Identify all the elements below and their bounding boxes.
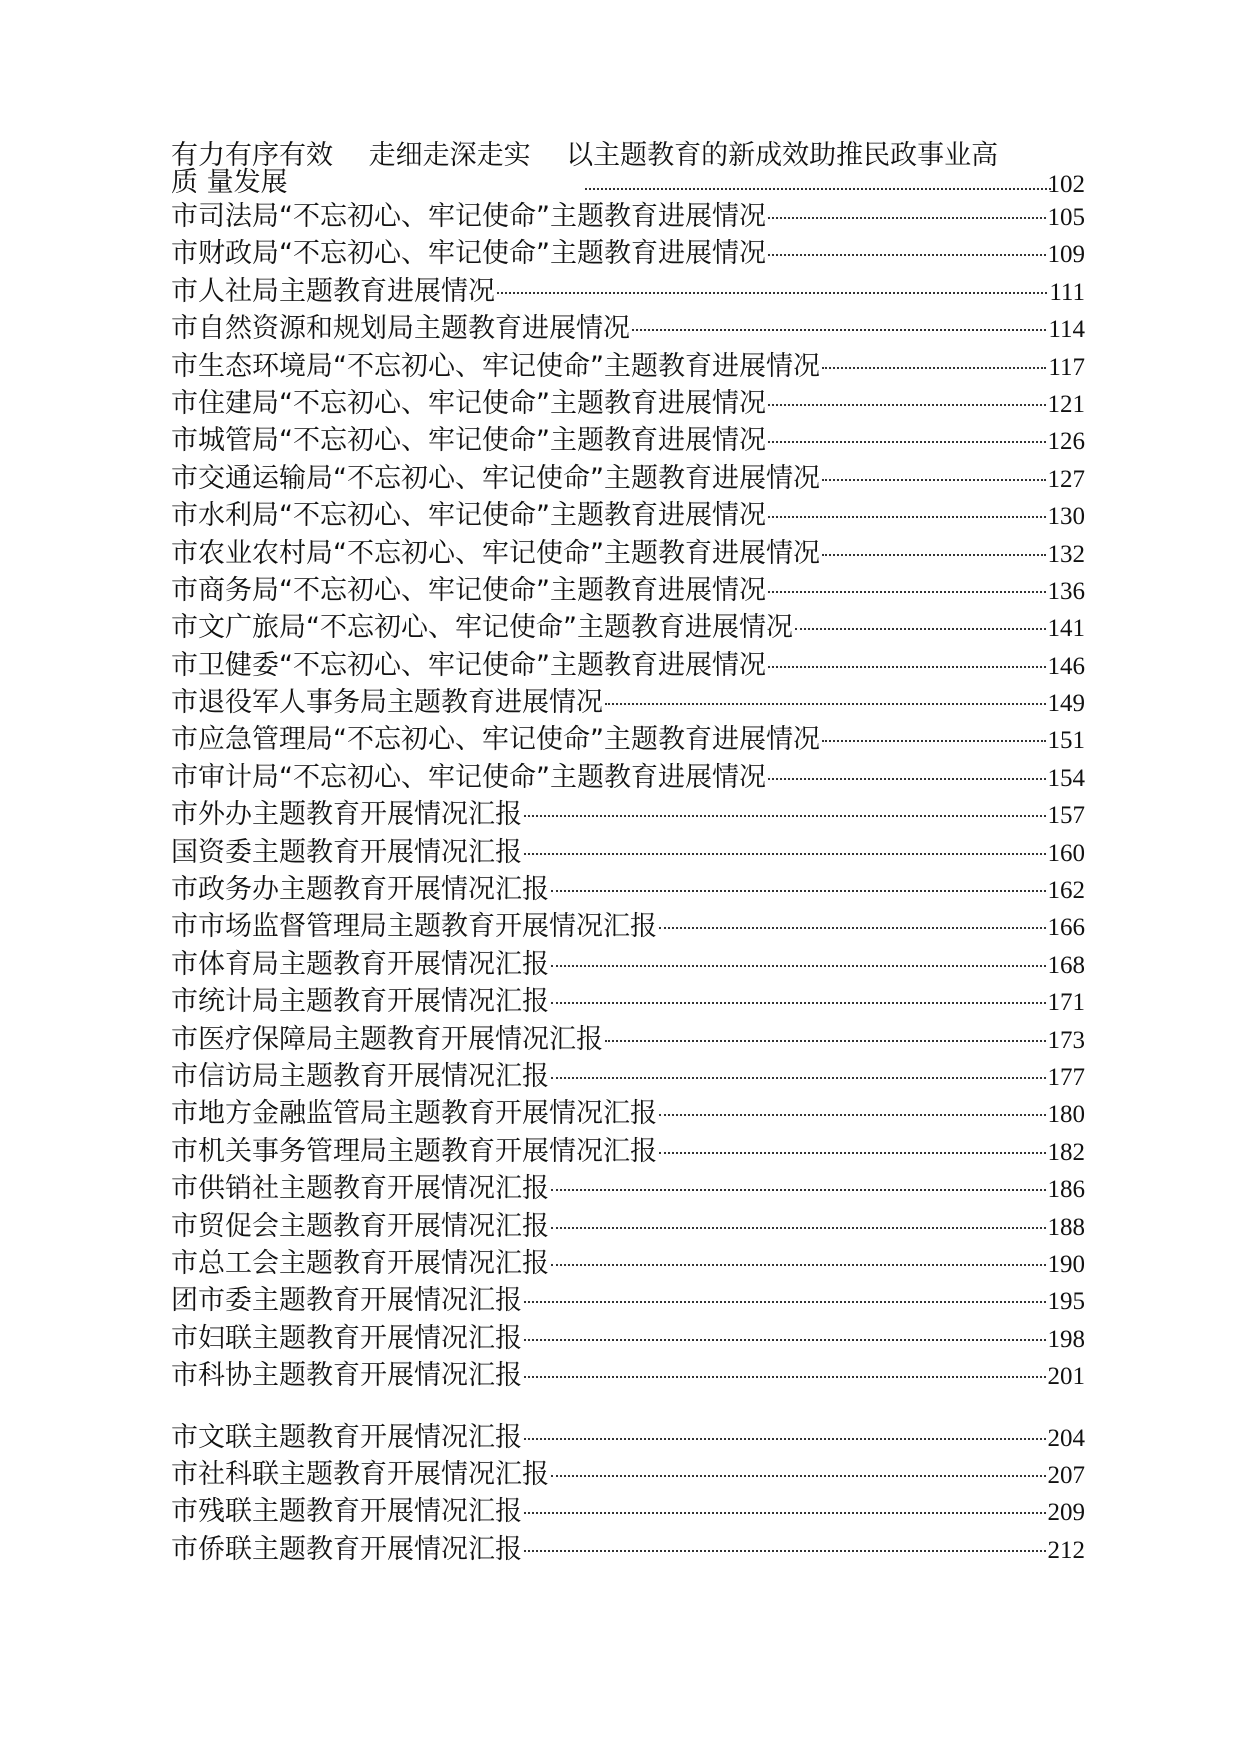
toc-entry-title: 市农业农村局“不忘初心、牢记使命”主题教育进展情况 xyxy=(171,537,820,569)
toc-entry[interactable] xyxy=(171,834,1085,871)
dot-leader xyxy=(822,367,1046,369)
toc-entry-page: 121 xyxy=(1047,390,1085,418)
toc-entry-first[interactable] xyxy=(171,140,1085,198)
dot-leader xyxy=(768,217,1046,219)
toc-entry[interactable] xyxy=(171,796,1085,833)
toc-entry[interactable] xyxy=(171,198,1085,235)
toc-entry-page: 173 xyxy=(1047,1026,1085,1054)
toc-entry-title: 市审计局“不忘初心、牢记使命”主题教育进展情况 xyxy=(171,761,766,793)
toc-entry-title: 市供销社主题教育开展情况汇报 xyxy=(171,1173,549,1205)
toc-entry-title-line1: 有力有序有效 走细走深走实 以主题教育的新成效助推民政事业高 xyxy=(171,140,999,171)
toc-entry[interactable] xyxy=(171,721,1085,758)
toc-entry-page: 105 xyxy=(1047,204,1085,231)
dot-leader xyxy=(551,1264,1046,1266)
toc-entry[interactable] xyxy=(171,235,1085,272)
dot-leader xyxy=(659,1152,1046,1154)
dot-leader xyxy=(524,1376,1046,1378)
toc-entry-page: 149 xyxy=(1047,690,1085,718)
toc-entry-title: 市自然资源和规划局主题教育进展情况 xyxy=(171,313,630,345)
toc-entry[interactable] xyxy=(171,1133,1085,1170)
toc-entry[interactable] xyxy=(171,684,1085,721)
toc-entry[interactable] xyxy=(171,1021,1085,1058)
toc-entry-title: 市人社局主题教育进展情况 xyxy=(171,275,495,307)
toc-entry[interactable] xyxy=(171,1170,1085,1207)
toc-entry-page: 162 xyxy=(1047,877,1085,905)
toc-entry-page: 102 xyxy=(1047,171,1085,198)
dot-leader xyxy=(551,1227,1046,1229)
toc-entry[interactable] xyxy=(171,310,1085,347)
dot-leader xyxy=(768,404,1046,406)
toc-entry[interactable] xyxy=(171,1245,1085,1282)
toc-entry-page: 190 xyxy=(1047,1250,1085,1278)
toc-entry-page: 130 xyxy=(1047,503,1085,531)
toc-entry[interactable] xyxy=(171,1320,1085,1357)
toc-entry[interactable] xyxy=(171,572,1085,609)
dot-leader xyxy=(497,292,1047,294)
toc-entry-page: 195 xyxy=(1047,1288,1085,1316)
toc-entry-page: 111 xyxy=(1049,278,1085,306)
toc-entry-page: 126 xyxy=(1047,428,1085,456)
dot-leader xyxy=(524,1438,1046,1440)
toc-entry[interactable] xyxy=(171,1456,1085,1493)
toc-entry[interactable] xyxy=(171,535,1085,572)
dot-leader xyxy=(605,1040,1046,1042)
dot-leader xyxy=(822,740,1046,742)
toc-entry-title: 市交通运输局“不忘初心、牢记使命”主题教育进展情况 xyxy=(171,462,820,494)
dot-leader xyxy=(795,628,1046,630)
dot-leader xyxy=(551,965,1046,967)
toc-entry[interactable] xyxy=(171,1208,1085,1245)
dot-leader xyxy=(524,1512,1046,1514)
toc-entry[interactable] xyxy=(171,422,1085,459)
toc-entry-title: 团市委主题教育开展情况汇报 xyxy=(171,1285,522,1317)
toc-entry-page: 127 xyxy=(1047,465,1085,493)
dot-leader xyxy=(659,927,1046,929)
toc-entry-title: 市退役军人事务局主题教育进展情况 xyxy=(171,687,603,719)
toc-entry-title-line2: 质 量发展 xyxy=(171,167,288,198)
toc-entry-title: 市医疗保障局主题教育开展情况汇报 xyxy=(171,1023,603,1055)
dot-leader xyxy=(768,778,1046,780)
toc-entry-page: 209 xyxy=(1047,1499,1085,1527)
toc-entry-page: 180 xyxy=(1047,1101,1085,1129)
dot-leader xyxy=(605,703,1046,705)
toc-entry-title: 国资委主题教育开展情况汇报 xyxy=(171,836,522,868)
dot-leader xyxy=(551,1189,1046,1191)
dot-leader xyxy=(632,329,1046,331)
dot-leader xyxy=(822,479,1046,481)
toc-entry-page: 157 xyxy=(1047,802,1085,830)
toc-entry-title: 市外办主题教育开展情况汇报 xyxy=(171,799,522,831)
toc-entry-page: 177 xyxy=(1047,1063,1085,1091)
toc-list-b xyxy=(171,1419,1085,1569)
toc-entry-page: 132 xyxy=(1047,540,1085,568)
toc-entry-title: 市总工会主题教育开展情况汇报 xyxy=(171,1247,549,1279)
toc-entry[interactable] xyxy=(171,1058,1085,1095)
toc-entry[interactable] xyxy=(171,908,1085,945)
toc-list-a xyxy=(171,198,1085,1395)
toc-entry-page: 212 xyxy=(1047,1536,1085,1564)
dot-leader xyxy=(768,441,1046,443)
dot-leader xyxy=(524,1301,1046,1303)
toc-entry[interactable] xyxy=(171,609,1085,646)
toc-entry[interactable] xyxy=(171,1282,1085,1319)
toc-entry-page: 201 xyxy=(1047,1363,1085,1391)
toc-entry-title: 市体育局主题教育开展情况汇报 xyxy=(171,948,549,980)
dot-leader xyxy=(659,1114,1046,1116)
dot-leader xyxy=(822,554,1046,556)
toc-entry[interactable] xyxy=(171,348,1085,385)
toc-entry-page: 117 xyxy=(1048,353,1085,381)
toc-entry-title: 市生态环境局“不忘初心、牢记使命”主题教育进展情况 xyxy=(171,350,820,382)
toc-entry-page: 146 xyxy=(1047,652,1085,680)
toc-entry-title: 市统计局主题教育开展情况汇报 xyxy=(171,986,549,1018)
toc-entry-title: 市妇联主题教育开展情况汇报 xyxy=(171,1322,522,1354)
toc-entry-title: 市市场监督管理局主题教育开展情况汇报 xyxy=(171,911,657,943)
toc-entry-page: 136 xyxy=(1047,577,1085,605)
toc-gap xyxy=(171,1395,1085,1419)
toc-entry[interactable] xyxy=(171,983,1085,1020)
toc-entry-page: 114 xyxy=(1048,316,1085,344)
toc-entry-title: 市机关事务管理局主题教育开展情况汇报 xyxy=(171,1135,657,1167)
toc-entry-title: 市贸促会主题教育开展情况汇报 xyxy=(171,1210,549,1242)
dot-leader xyxy=(551,890,1046,892)
toc-entry-page: 182 xyxy=(1047,1138,1085,1166)
toc-entry-title: 市文广旅局“不忘初心、牢记使命”主题教育进展情况 xyxy=(171,612,793,644)
dot-leader xyxy=(551,1002,1046,1004)
toc-entry[interactable] xyxy=(171,497,1085,534)
toc-entry-title: 市商务局“不忘初心、牢记使命”主题教育进展情况 xyxy=(171,574,766,606)
toc-entry[interactable] xyxy=(171,1095,1085,1132)
toc-entry[interactable] xyxy=(171,1531,1085,1568)
toc-entry-page: 204 xyxy=(1047,1424,1085,1452)
toc-entry[interactable] xyxy=(171,871,1085,908)
toc-entry-title: 市社科联主题教育开展情况汇报 xyxy=(171,1458,549,1490)
toc-entry-page: 198 xyxy=(1047,1325,1085,1353)
toc-entry-title: 市残联主题教育开展情况汇报 xyxy=(171,1496,522,1528)
dot-leader xyxy=(768,254,1046,256)
toc-entry[interactable] xyxy=(171,385,1085,422)
dot-leader xyxy=(551,1077,1046,1079)
toc-entry-page: 186 xyxy=(1047,1176,1085,1204)
toc-entry-title: 市政务办主题教育开展情况汇报 xyxy=(171,874,549,906)
toc-entry-title: 市地方金融监管局主题教育开展情况汇报 xyxy=(171,1098,657,1130)
toc-entry-page: 151 xyxy=(1047,727,1085,755)
toc-entry-page: 207 xyxy=(1047,1461,1085,1489)
dot-leader xyxy=(524,853,1046,855)
toc-entry-page: 166 xyxy=(1047,914,1085,942)
dot-leader xyxy=(768,666,1046,668)
toc-entry-page: 109 xyxy=(1047,241,1085,269)
dot-leader xyxy=(768,516,1046,518)
toc-entry-title: 市侨联主题教育开展情况汇报 xyxy=(171,1533,522,1565)
toc-entry[interactable] xyxy=(171,1357,1085,1394)
toc-entry[interactable] xyxy=(171,1493,1085,1530)
table-of-contents xyxy=(171,140,1085,1568)
toc-entry-title: 市文联主题教育开展情况汇报 xyxy=(171,1421,522,1453)
toc-entry[interactable] xyxy=(171,759,1085,796)
toc-entry-title: 市应急管理局“不忘初心、牢记使命”主题教育进展情况 xyxy=(171,724,820,756)
toc-entry-title: 市卫健委“不忘初心、牢记使命”主题教育进展情况 xyxy=(171,649,766,681)
toc-entry[interactable] xyxy=(171,946,1085,983)
toc-entry-title: 市城管局“不忘初心、牢记使命”主题教育进展情况 xyxy=(171,425,766,457)
toc-entry-page: 154 xyxy=(1047,764,1085,792)
toc-entry[interactable] xyxy=(171,1419,1085,1456)
toc-entry-title: 市信访局主题教育开展情况汇报 xyxy=(171,1060,549,1092)
toc-entry-title-line2-row xyxy=(171,167,1085,198)
toc-entry-page: 171 xyxy=(1047,989,1085,1017)
dot-leader xyxy=(524,1550,1046,1552)
toc-entry-title: 市财政局“不忘初心、牢记使命”主题教育进展情况 xyxy=(171,238,766,270)
toc-entry-title: 市住建局“不忘初心、牢记使命”主题教育进展情况 xyxy=(171,387,766,419)
dot-leader xyxy=(524,1339,1046,1341)
toc-entry[interactable] xyxy=(171,273,1085,310)
toc-entry[interactable] xyxy=(171,647,1085,684)
dot-leader xyxy=(524,815,1046,817)
toc-entry-title: 市科协主题教育开展情况汇报 xyxy=(171,1360,522,1392)
dot-leader xyxy=(585,172,1055,198)
toc-entry-title: 市水利局“不忘初心、牢记使命”主题教育进展情况 xyxy=(171,500,766,532)
toc-entry-title: 市司法局“不忘初心、牢记使命”主题教育进展情况 xyxy=(171,201,766,232)
toc-entry-page: 168 xyxy=(1047,951,1085,979)
toc-entry-page: 141 xyxy=(1047,615,1085,643)
dot-leader xyxy=(551,1475,1046,1477)
toc-entry-page: 160 xyxy=(1047,839,1085,867)
toc-entry-page: 188 xyxy=(1047,1213,1085,1241)
toc-entry[interactable] xyxy=(171,460,1085,497)
dot-leader xyxy=(768,591,1046,593)
